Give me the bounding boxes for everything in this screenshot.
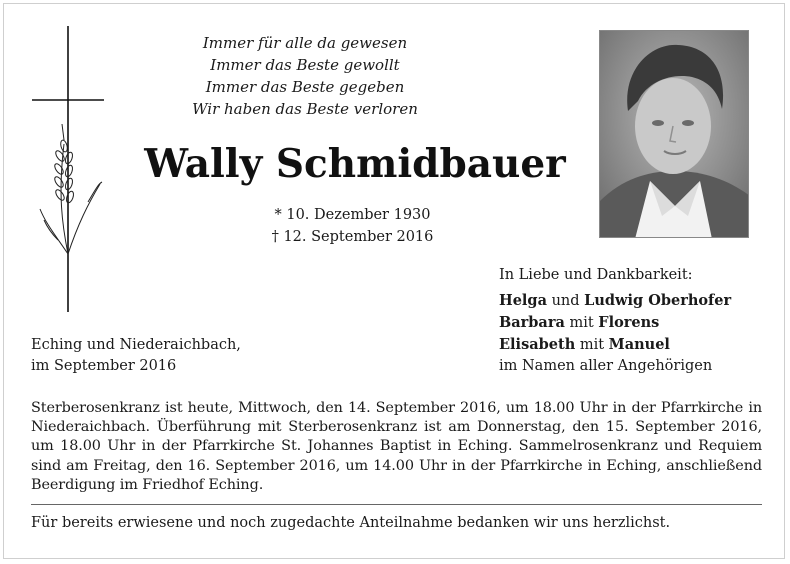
poem-line: Immer das Beste gewollt [210,56,400,74]
funeral-notice-text: Sterberosenkranz ist heute, Mittwoch, den 14. September 2016, um 18.00 Uhr in der Pfarrkirche in Niederaichbach. Überführung mit Sterberosenkranz ist am Donnerstag, den 15. September 2016, um 18.00 Uhr in der Pfarrkirche St. Johannes Baptist in Eching. Sammelrosenkranz und Requiem sind am Freitag, den 16. September 2016, um 14.00 Uhr in der Pfarrkirche in Eching, anschließend Beerdigung im Friedhof Eching. [31,400,762,493]
mourner-name: Elisabeth [499,336,576,353]
mourners-closing: im Namen aller Angehörigen [499,358,713,374]
mourner-conjunction: mit [575,337,609,353]
mourner-name: Barbara [499,314,565,331]
divider [31,504,762,505]
birth-date: * 10. Dezember 1930 [274,207,431,223]
deceased-name: Wally Schmidbauer [144,141,566,187]
life-dates [240,204,465,248]
place-line: Eching und Niederaichbach, [31,337,241,353]
mourners-intro: In Liebe und Dankbarkeit: [499,267,693,283]
portrait-photo [599,30,749,238]
place-and-date [31,335,241,377]
poem-line: Immer das Beste gegeben [205,78,405,96]
mourner-conjunction: und [546,293,585,309]
mourner-conjunction: mit [564,315,599,331]
thanks-line: Für bereits erwiesene und noch zugedachte Anteilnahme bedanken wir uns herzlichst. [31,515,671,531]
date-line: im September 2016 [31,358,177,374]
mourner-row [499,334,731,356]
memorial-poem [180,32,430,120]
mourner-name: Florens [598,314,660,331]
mourner-name: Helga [499,292,547,309]
mourner-name: Ludwig Oberhofer [584,292,732,309]
poem-line: Wir haben das Beste verloren [192,100,418,118]
mourners-block [499,265,731,377]
poem-line: Immer für alle da gewesen [202,34,408,52]
mourner-name: Manuel [608,336,670,353]
death-date: † 12. September 2016 [271,229,434,245]
mourner-row [499,312,731,334]
cross-with-wheat-icon [28,24,108,314]
mourner-row [499,290,731,312]
